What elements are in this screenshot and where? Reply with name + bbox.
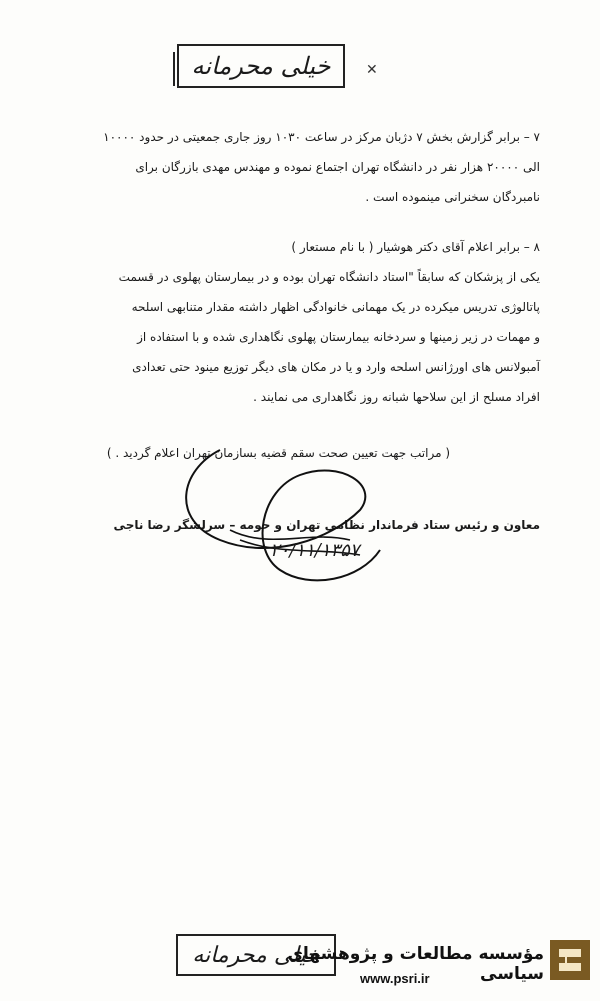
item-8-line-3: و مهمات در زیر زمینها و سردخانه بیمارستان پهلوی نگاهداری شده و با استفاده از bbox=[137, 330, 540, 344]
item-8-line-2: پاتالوژی تدریس میکرده در یک مهمانی خانوادگی اظهار داشته مقدار متنابهی اسلحه bbox=[131, 300, 540, 314]
confidential-stamp-top bbox=[177, 44, 345, 88]
item-8-head: ۸ – برابر اعلام آقای دکتر هوشیار ( با نام مستعار ) bbox=[291, 240, 540, 254]
handwritten-signature bbox=[160, 430, 400, 610]
psri-logo-icon bbox=[550, 940, 590, 980]
handwritten-date: ۲۰/۱۱/۱۳۵۷ bbox=[270, 540, 360, 561]
stamp-text: خیلی محرمانه bbox=[192, 942, 320, 968]
item-7-line-2: الی ۲۰۰۰۰ هزار نفر در دانشگاه تهران اجتماع نموده و مهندس مهدی بازرگان برای bbox=[135, 160, 540, 174]
item-7-line-1: ۷ – برابر گزارش بخش ۷ دژبان مرکز در ساعت ۱۰۳۰ روز جاری جمعیتی در حدود ۱۰۰۰۰ bbox=[103, 130, 540, 144]
item-7-line-3: نامبردگان سخنرانی مینموده است . bbox=[365, 190, 540, 204]
item-8-body bbox=[70, 262, 540, 412]
item-8-line-5: افراد مسلح از این سلاحها شبانه روز نگاهداری می نمایند . bbox=[253, 390, 540, 404]
item-7 bbox=[70, 122, 540, 212]
publisher-url[interactable]: www.psri.ir bbox=[360, 971, 430, 986]
item-8-line-4: آمبولانس های اورژانس اسلحه وارد و یا در مکان های دیگر توزیع مینود حتی تعدادی bbox=[132, 360, 540, 374]
item-8-line-1: یکی از پزشکان که سابقاً "استاد دانشگاه تهران بوده و در بیمارستان پهلوی در قسمت bbox=[118, 270, 540, 284]
stamp-text: خیلی محرمانه bbox=[191, 52, 331, 80]
publisher-name: مؤسسه مطالعات و پژوهشهای سیاسی bbox=[287, 944, 544, 984]
follow-up-note: ( مراتب جهت تعیین صحت سقم قضیه بسازمان تهران اعلام گردید . ) bbox=[106, 446, 450, 460]
margin-mark: ✕ bbox=[366, 62, 378, 78]
item-8-heading bbox=[70, 232, 540, 262]
signatory-line: معاون و رئیس ستاد فرماندار نظامی تهران و حومه – سرلشگر رضا ناجی bbox=[113, 518, 540, 532]
